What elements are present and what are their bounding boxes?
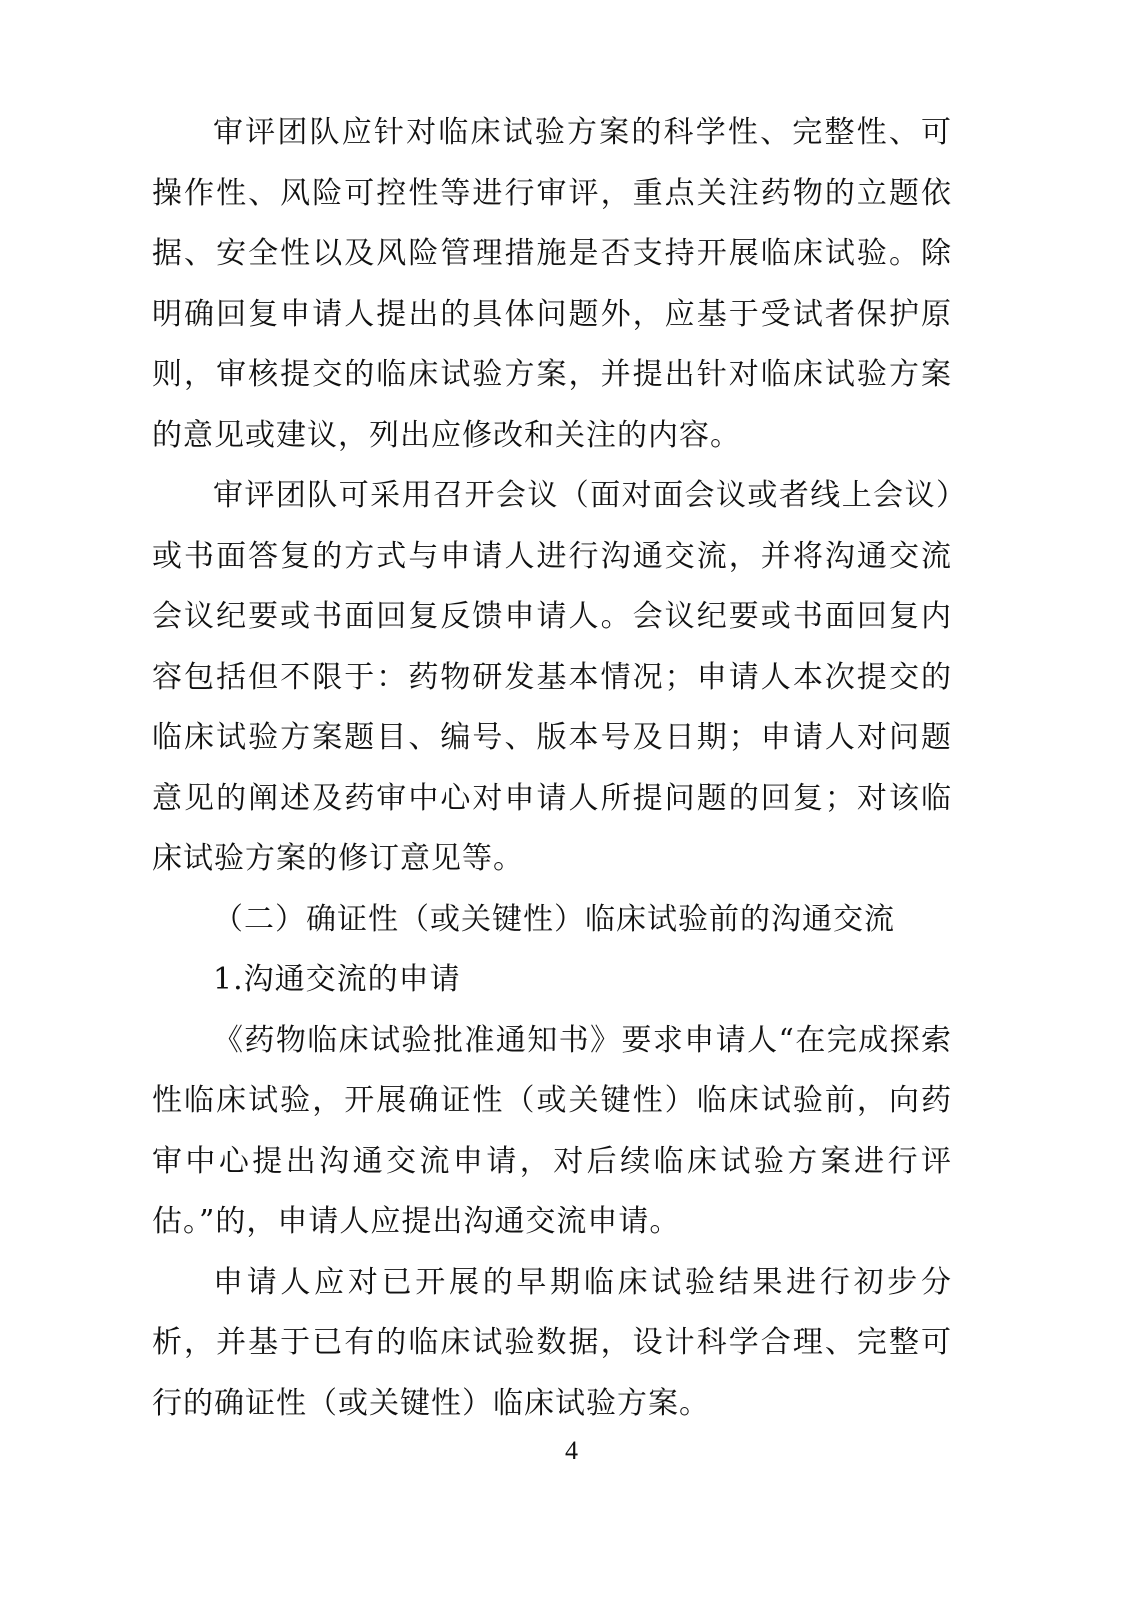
section-heading: （二）确证性（或关键性）临床试验前的沟通交流 (213, 901, 895, 937)
page-number: 4 (565, 1436, 578, 1465)
subsection-heading: 1.沟通交流的申请 (213, 962, 461, 997)
paragraph-preliminary-analysis: 申请人应对已开展的早期临床试验结果进行初步分析，并基于已有的临床试验数据，设计科学合理、完整可行的确证性（或关键性）临床试验方案。 (152, 1264, 952, 1421)
paragraph-review-focus: 审评团队应针对临床试验方案的科学性、完整性、可操作性、风险可控性等进行审评，重点关注药物的立题依据、安全性以及风险管理措施是否支持开展临床试验。除明确回复申请人提出的具体问题外，应基于受试者保护原则，审核提交的临床试验方案，并提出针对临床试验方案的意见或建议，列出应修改和关注的内容。 (152, 115, 952, 453)
document-body (152, 103, 952, 1434)
paragraph-application-requirement: 《药物临床试验批准通知书》要求申请人“在完成探索性临床试验，开展确证性（或关键性）临床试验前，向药审中心提出沟通交流申请，对后续临床试验方案进行评估。”的，申请人应提出沟通交流申请。 (152, 1022, 952, 1239)
paragraph-communication-method: 审评团队可采用召开会议（面对面会议或者线上会议）或书面答复的方式与申请人进行沟通交流，并将沟通交流会议纪要或书面回复反馈申请人。会议纪要或书面回复内容包括但不限于：药物研发基本情况；申请人本次提交的临床试验方案题目、编号、版本号及日期；申请人对问题意见的阐述及药审中心对申请人所提问题的回复；对该临床试验方案的修订意见等。 (152, 478, 952, 876)
